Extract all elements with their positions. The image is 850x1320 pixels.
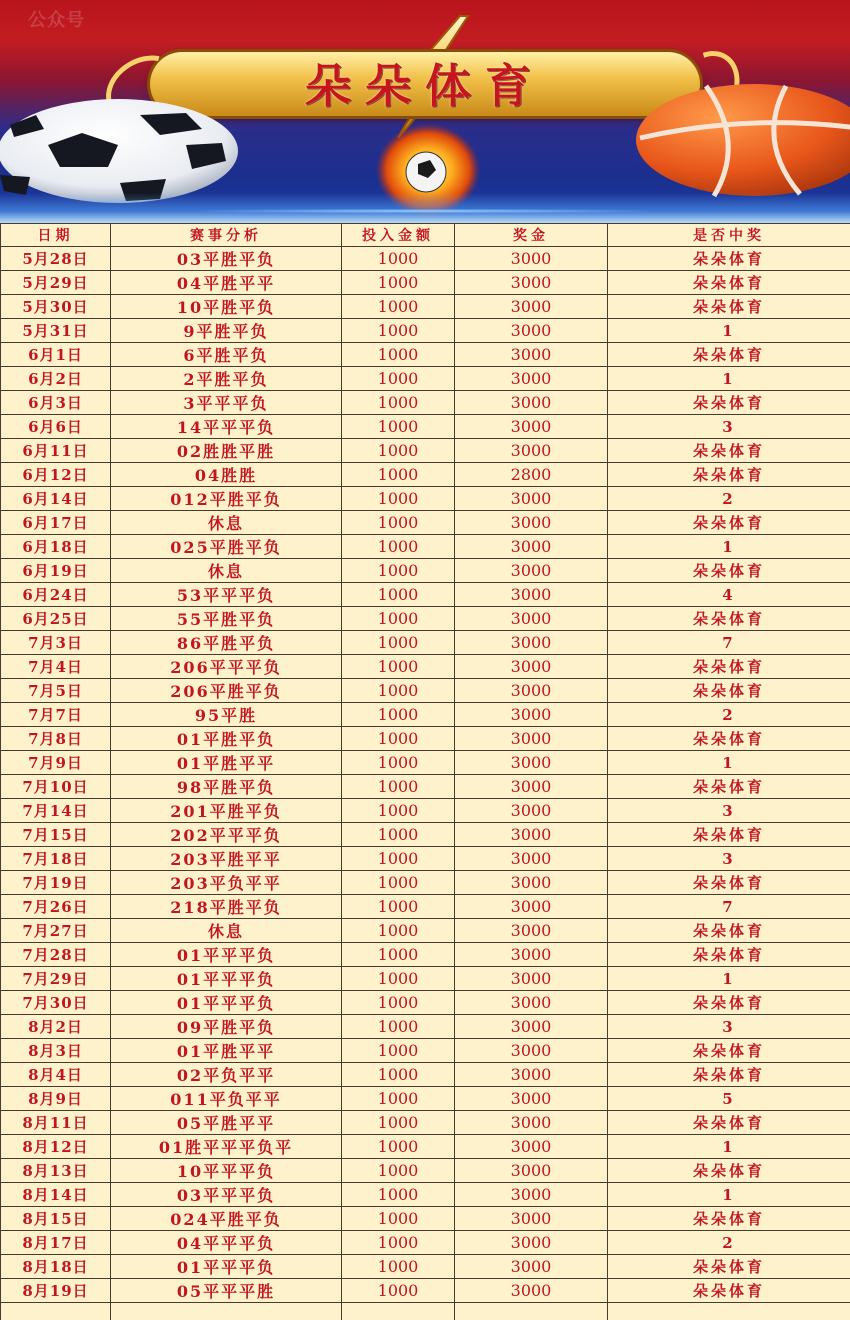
cell-analysis: 01平平平负 [111,1255,342,1279]
cell-stake: 1000 [342,391,455,415]
cell-date: 8月3日 [1,1039,111,1063]
cell-stake: 1000 [342,535,455,559]
cell-analysis: 02胜胜平胜 [111,439,342,463]
cell-prize: 3000 [455,1279,608,1303]
cell-stake: 1000 [342,607,455,631]
cell-prize: 3000 [455,247,608,271]
cell-stake: 1000 [342,367,455,391]
table-row [1,1015,850,1039]
cell-prize: 3000 [455,1039,608,1063]
cell-date: 6月11日 [1,439,111,463]
cell-result: 朵朵体育 [608,511,850,535]
cell-analysis: 206平平平负 [111,655,342,679]
cell-result: 朵朵体育 [608,655,850,679]
cell-prize: 3000 [455,487,608,511]
table-row [1,751,850,775]
cell-prize: 3000 [455,727,608,751]
cell-result: 1 [608,967,850,991]
cell-analysis: 201平胜平负 [111,799,342,823]
cell-date: 7月8日 [1,727,111,751]
table-row [1,703,850,727]
banner-glow [0,193,850,223]
cell-stake: 1000 [342,1159,455,1183]
cell-analysis: 024平胜平负 [111,1207,342,1231]
cell-stake: 1000 [342,1231,455,1255]
table-row [1,871,850,895]
cell-date: 8月11日 [1,1111,111,1135]
cell-analysis: 04平平平负 [111,1231,342,1255]
cell-date: 7月18日 [1,847,111,871]
cell-analysis: 休息 [111,559,342,583]
table-row [1,1231,850,1255]
empty-cell [111,1303,342,1320]
cell-result: 7 [608,895,850,919]
cell-stake: 1000 [342,1063,455,1087]
table-row [1,463,850,487]
cell-date: 7月19日 [1,871,111,895]
cell-result: 朵朵体育 [608,1279,850,1303]
table-row [1,919,850,943]
cell-date: 6月12日 [1,463,111,487]
cell-analysis: 01平胜平平 [111,751,342,775]
cell-prize: 3000 [455,847,608,871]
cell-result: 1 [608,1183,850,1207]
table-row [1,415,850,439]
cell-result: 3 [608,847,850,871]
cell-analysis: 55平胜平负 [111,607,342,631]
cell-analysis: 03平平平负 [111,1183,342,1207]
cell-analysis: 05平胜平平 [111,1111,342,1135]
column-header-stake: 投入金额 [342,224,455,247]
cell-result: 朵朵体育 [608,295,850,319]
table-row [1,799,850,823]
table-row [1,1135,850,1159]
cell-date: 8月14日 [1,1183,111,1207]
cell-analysis: 218平胜平负 [111,895,342,919]
cell-result: 朵朵体育 [608,439,850,463]
cell-result: 1 [608,1135,850,1159]
cell-prize: 2800 [455,463,608,487]
cell-result: 朵朵体育 [608,1039,850,1063]
table-row [1,727,850,751]
cell-prize: 3000 [455,319,608,343]
cell-stake: 1000 [342,1183,455,1207]
table-row [1,1063,850,1087]
cell-prize: 3000 [455,1207,608,1231]
cell-stake: 1000 [342,991,455,1015]
cell-result: 1 [608,319,850,343]
cell-date: 7月26日 [1,895,111,919]
cell-prize: 3000 [455,1183,608,1207]
column-header-date: 日期 [1,224,111,247]
cell-result: 朵朵体育 [608,943,850,967]
cell-stake: 1000 [342,1207,455,1231]
cell-prize: 3000 [455,439,608,463]
cell-result: 5 [608,1087,850,1111]
cell-result: 1 [608,535,850,559]
cell-result: 3 [608,1015,850,1039]
cell-date: 6月18日 [1,535,111,559]
cell-result: 朵朵体育 [608,271,850,295]
cell-prize: 3000 [455,943,608,967]
cell-stake: 1000 [342,1279,455,1303]
cell-prize: 3000 [455,535,608,559]
cell-prize: 3000 [455,919,608,943]
cell-result: 4 [608,583,850,607]
cell-analysis: 01平平平负 [111,943,342,967]
cell-analysis: 01平胜平平 [111,1039,342,1063]
table-row [1,1183,850,1207]
cell-date: 6月17日 [1,511,111,535]
cell-date: 8月19日 [1,1279,111,1303]
cell-date: 8月13日 [1,1159,111,1183]
table-row [1,559,850,583]
cell-result: 朵朵体育 [608,1063,850,1087]
cell-prize: 3000 [455,1087,608,1111]
column-header-result: 是否中奖 [608,224,850,247]
cell-analysis: 休息 [111,919,342,943]
cell-prize: 3000 [455,1255,608,1279]
cell-date: 7月29日 [1,967,111,991]
table-row [1,247,850,271]
soccer-ball-icon [0,95,240,205]
empty-table-row [1,1303,850,1320]
cell-date: 6月1日 [1,343,111,367]
cell-date: 6月24日 [1,583,111,607]
cell-stake: 1000 [342,1087,455,1111]
cell-stake: 1000 [342,511,455,535]
cell-prize: 3000 [455,583,608,607]
table-row [1,271,850,295]
cell-prize: 3000 [455,631,608,655]
cell-result: 朵朵体育 [608,343,850,367]
table-row [1,679,850,703]
cell-analysis: 202平平平负 [111,823,342,847]
cell-result: 朵朵体育 [608,1207,850,1231]
table-row [1,1255,850,1279]
cell-prize: 3000 [455,295,608,319]
cell-date: 6月3日 [1,391,111,415]
cell-stake: 1000 [342,919,455,943]
cell-date: 7月30日 [1,991,111,1015]
cell-result: 朵朵体育 [608,559,850,583]
results-table [0,223,850,1320]
cell-date: 7月27日 [1,919,111,943]
cell-result: 朵朵体育 [608,775,850,799]
cell-analysis: 025平胜平负 [111,535,342,559]
cell-date: 6月14日 [1,487,111,511]
cell-date: 5月31日 [1,319,111,343]
table-row [1,391,850,415]
cell-date: 8月2日 [1,1015,111,1039]
cell-stake: 1000 [342,775,455,799]
cell-analysis: 01胜平平平负平 [111,1135,342,1159]
column-header-prize: 奖金 [455,224,608,247]
cell-stake: 1000 [342,1015,455,1039]
table-row [1,847,850,871]
cell-result: 朵朵体育 [608,247,850,271]
cell-stake: 1000 [342,703,455,727]
cell-analysis: 02平负平平 [111,1063,342,1087]
table-row [1,631,850,655]
cell-analysis: 04平胜平平 [111,271,342,295]
cell-prize: 3000 [455,271,608,295]
cell-stake: 1000 [342,295,455,319]
cell-analysis: 01平平平负 [111,967,342,991]
cell-date: 7月3日 [1,631,111,655]
table-row [1,343,850,367]
cell-result: 朵朵体育 [608,1159,850,1183]
cell-prize: 3000 [455,391,608,415]
cell-analysis: 53平平平负 [111,583,342,607]
cell-analysis: 206平胜平负 [111,679,342,703]
cell-stake: 1000 [342,415,455,439]
cell-stake: 1000 [342,1111,455,1135]
cell-analysis: 01平平平负 [111,991,342,1015]
cell-analysis: 01平胜平负 [111,727,342,751]
cell-prize: 3000 [455,559,608,583]
cell-result: 朵朵体育 [608,391,850,415]
cell-result: 1 [608,751,850,775]
cell-analysis: 6平胜平负 [111,343,342,367]
table-row [1,823,850,847]
empty-cell [342,1303,455,1320]
cell-prize: 3000 [455,799,608,823]
cell-prize: 3000 [455,367,608,391]
cell-date: 7月9日 [1,751,111,775]
cell-stake: 1000 [342,319,455,343]
cell-prize: 3000 [455,895,608,919]
table-row [1,607,850,631]
cell-stake: 1000 [342,847,455,871]
cell-date: 8月17日 [1,1231,111,1255]
cell-analysis: 03平胜平负 [111,247,342,271]
empty-cell [1,1303,111,1320]
cell-result: 2 [608,703,850,727]
cell-date: 7月28日 [1,943,111,967]
cell-prize: 3000 [455,1063,608,1087]
cell-prize: 3000 [455,751,608,775]
cell-stake: 1000 [342,463,455,487]
cell-stake: 1000 [342,1039,455,1063]
cell-date: 7月15日 [1,823,111,847]
cell-result: 3 [608,799,850,823]
cell-date: 7月4日 [1,655,111,679]
cell-result: 朵朵体育 [608,607,850,631]
cell-date: 8月9日 [1,1087,111,1111]
cell-prize: 3000 [455,871,608,895]
cell-prize: 3000 [455,1231,608,1255]
cell-result: 朵朵体育 [608,679,850,703]
cell-date: 5月28日 [1,247,111,271]
table-row [1,967,850,991]
cell-analysis: 98平胜平负 [111,775,342,799]
cell-result: 朵朵体育 [608,1255,850,1279]
cell-date: 7月5日 [1,679,111,703]
table-row [1,895,850,919]
cell-result: 朵朵体育 [608,823,850,847]
cell-prize: 3000 [455,415,608,439]
cell-analysis: 9平胜平负 [111,319,342,343]
empty-cell [608,1303,850,1320]
cell-prize: 3000 [455,607,608,631]
cell-stake: 1000 [342,655,455,679]
cell-date: 8月4日 [1,1063,111,1087]
cell-date: 6月6日 [1,415,111,439]
cell-result: 1 [608,367,850,391]
table-row [1,511,850,535]
table-row [1,583,850,607]
cell-analysis: 14平平平负 [111,415,342,439]
cell-analysis: 95平胜 [111,703,342,727]
cell-analysis: 86平胜平负 [111,631,342,655]
table-row [1,1087,850,1111]
cell-result: 2 [608,1231,850,1255]
cell-stake: 1000 [342,583,455,607]
cell-analysis: 10平平平负 [111,1159,342,1183]
cell-stake: 1000 [342,967,455,991]
table-header-row [1,224,850,247]
cell-date: 8月12日 [1,1135,111,1159]
results-table-wrapper [0,223,850,1320]
cell-analysis: 3平平平负 [111,391,342,415]
cell-prize: 3000 [455,775,608,799]
cell-stake: 1000 [342,487,455,511]
cell-result: 3 [608,415,850,439]
cell-date: 6月25日 [1,607,111,631]
cell-date: 8月18日 [1,1255,111,1279]
cell-stake: 1000 [342,1255,455,1279]
table-row [1,487,850,511]
page-title: 朵朵体育 [305,59,545,113]
cell-date: 6月19日 [1,559,111,583]
cell-stake: 1000 [342,439,455,463]
cell-stake: 1000 [342,895,455,919]
cell-analysis: 09平胜平负 [111,1015,342,1039]
table-body [1,247,850,1320]
cell-prize: 3000 [455,1111,608,1135]
table-row [1,1039,850,1063]
cell-stake: 1000 [342,1135,455,1159]
cell-prize: 3000 [455,967,608,991]
cell-result: 2 [608,487,850,511]
cell-stake: 1000 [342,271,455,295]
cell-stake: 1000 [342,727,455,751]
table-row [1,1207,850,1231]
cell-stake: 1000 [342,679,455,703]
basketball-icon [636,82,850,202]
cell-stake: 1000 [342,343,455,367]
cell-stake: 1000 [342,751,455,775]
watermark: 公众号 [28,10,85,31]
column-header-analysis: 赛事分析 [111,224,342,247]
table-row [1,1279,850,1303]
table-row [1,295,850,319]
cell-result: 朵朵体育 [608,919,850,943]
cell-prize: 3000 [455,1135,608,1159]
cell-analysis: 04胜胜 [111,463,342,487]
cell-analysis: 2平胜平负 [111,367,342,391]
cell-date: 7月14日 [1,799,111,823]
cell-date: 7月7日 [1,703,111,727]
cell-date: 6月2日 [1,367,111,391]
cell-result: 朵朵体育 [608,991,850,1015]
cell-date: 7月10日 [1,775,111,799]
cell-result: 朵朵体育 [608,463,850,487]
cell-stake: 1000 [342,799,455,823]
table-row [1,1159,850,1183]
cell-stake: 1000 [342,559,455,583]
table-row [1,655,850,679]
table-row [1,775,850,799]
cell-prize: 3000 [455,1015,608,1039]
cell-analysis: 10平胜平负 [111,295,342,319]
cell-result: 朵朵体育 [608,727,850,751]
cell-stake: 1000 [342,823,455,847]
header-banner [0,0,850,223]
cell-stake: 1000 [342,943,455,967]
cell-prize: 3000 [455,823,608,847]
empty-cell [455,1303,608,1320]
cell-result: 7 [608,631,850,655]
table-row [1,1111,850,1135]
cell-analysis: 012平胜平负 [111,487,342,511]
cell-prize: 3000 [455,991,608,1015]
table-row [1,319,850,343]
cell-result: 朵朵体育 [608,1111,850,1135]
table-row [1,367,850,391]
cell-stake: 1000 [342,247,455,271]
cell-prize: 3000 [455,511,608,535]
cell-stake: 1000 [342,871,455,895]
cell-prize: 3000 [455,1159,608,1183]
cell-prize: 3000 [455,703,608,727]
cell-prize: 3000 [455,679,608,703]
table-row [1,991,850,1015]
cell-stake: 1000 [342,631,455,655]
cell-analysis: 203平胜平平 [111,847,342,871]
cell-prize: 3000 [455,655,608,679]
cell-date: 5月29日 [1,271,111,295]
table-row [1,943,850,967]
cell-analysis: 011平负平平 [111,1087,342,1111]
table-row [1,439,850,463]
cell-date: 5月30日 [1,295,111,319]
table-row [1,535,850,559]
cell-result: 朵朵体育 [608,871,850,895]
cell-analysis: 05平平平胜 [111,1279,342,1303]
cell-date: 8月15日 [1,1207,111,1231]
cell-prize: 3000 [455,343,608,367]
cell-analysis: 休息 [111,511,342,535]
cell-analysis: 203平负平平 [111,871,342,895]
